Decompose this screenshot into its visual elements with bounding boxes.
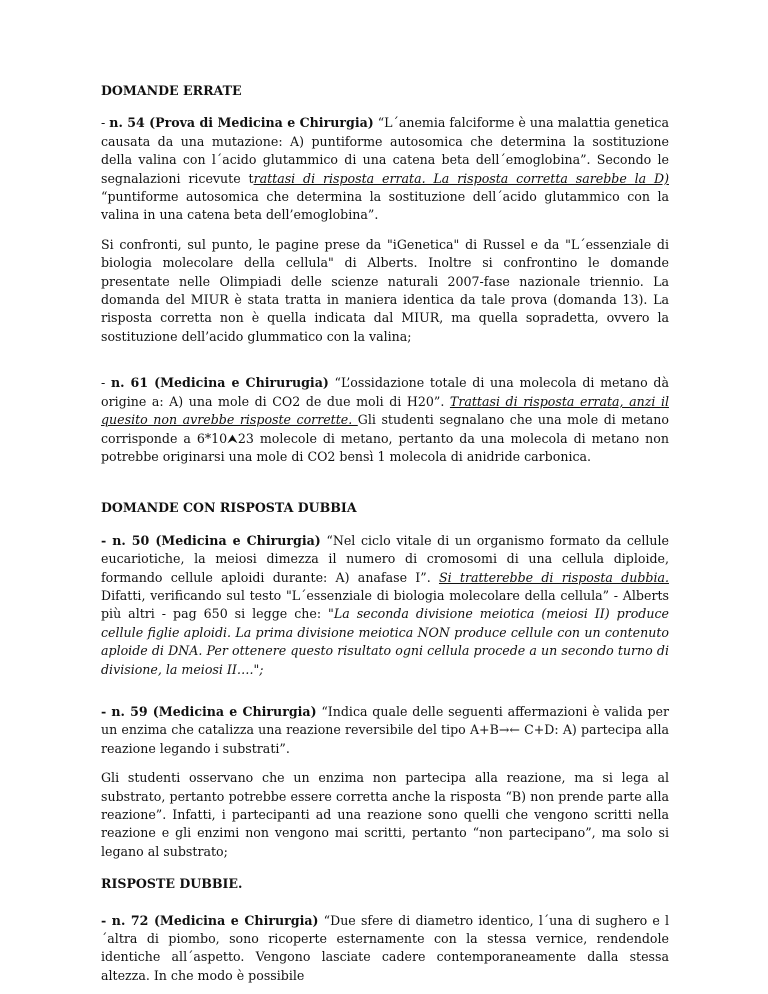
section-heading-errate: DOMANDE ERRATE (101, 83, 242, 98)
question-54-paragraph (101, 114, 669, 224)
question-72-paragraph (101, 912, 669, 986)
question-61-verdict: Trattasi di risposta errata, anzi il quesito non avrebbe risposte corrette. (101, 393, 669, 428)
question-54-verdict: rattasi di risposta errata. La risposta corretta sarebbe la D) (253, 170, 669, 186)
question-50-label: - n. 50 (Medicina e Chirurgia) (101, 532, 321, 548)
question-54-label: n. 54 (Prova di Medicina e Chirurgia) (109, 115, 374, 131)
section-heading-risposte: RISPOSTE DUBBIE. (101, 876, 243, 892)
question-59-label: - n. 59 (Medicina e Chirurgia) (101, 703, 317, 719)
question-50-paragraph (101, 532, 669, 679)
question-72-label: - n. 72 (Medicina e Chirurgia) (101, 912, 319, 928)
question-54-explanation: Si confronti, sul punto, le pagine prese da "iGenetica" di Russel e da "L´essenziale di biologia molecolare della cellula" di Alberts. Inoltre si confrontino le domande presentate nelle Olimpiadi delle scienze naturali 2007-fase nazionale triennio. La domanda del MIUR è stata tratta in maniera identica da tale prova (domanda 13). La risposta corretta non è quella indicata dal MIUR, ma quella sopradetta, ovvero la sostituzione dell’acido glummatico con la valina; (101, 236, 669, 344)
question-50-quote: “Nel ciclo vitale di un organismo formato da cellule eucariotiche, la meiosi dimezza il numero di cromosomi di una cellula diploide, formando cellule aploidi durante: A) anafase I”. (101, 532, 669, 585)
question-54-quote: “L´anemia falciforme è una malattia genetica causata da una mutazione: A) puntiforme autosomica che determina la sostituzione della valina con l´acido glutammico di una catena beta dell´emoglobina”. Secondo le segnalazioni ricevute t (101, 115, 669, 186)
question-72-quote: “Due sfere di diametro identico, l´una di sughero e l´altra di piombo, sono ricoperte esternamente con la stessa vernice, rendendole identiche all´aspetto. Vengono lasciate cadere contemporaneamente dalla stessa altezza. In che modo è possibile (101, 912, 669, 983)
question-54-rest: “puntiforme autosomica che determina la sostituzione dell´acido glutammico con la valina in una catena beta dell’emoglobina”. (101, 189, 669, 223)
question-50-verdict: Si tratterebbe di risposta dubbia. (438, 569, 669, 585)
question-50-rest: Difatti, verificando sul testo "L´essenziale di biologia molecolare della cellula” - Alberts più altri - pag 650 si legge che: (101, 587, 669, 622)
question-61-paragraph (101, 374, 669, 466)
question-61-rest: Gli studenti segnalano che una mole di metano corrisponde a 6*10⮝23 molecole di metano, pertanto da una molecola di metano non potrebbe originarsi una mole di CO2 bensì 1 molecola di anidride carbonica. (101, 412, 669, 464)
question-61-label: n. 61 (Medicina e Chirurugia) (110, 375, 329, 391)
question-59-quote: “Indica quale delle seguenti affermazioni è valida per un enzima che catalizza una reazione reversibile del tipo A+B→← C+D: A) partecipa alla reazione legando i substrati”. (101, 703, 669, 756)
question-50-citation: "La seconda divisione meiotica (meiosi II) produce cellule figlie aploidi. La prima divisione meiotica NON produce cellule con un contenuto aploide di DNA. Per ottenere questo risultato ogni cellula procede a un secondo turno di divisione, la meiosi II…."; (101, 606, 669, 677)
question-59-explanation: Gli studenti osservano che un enzima non partecipa alla reazione, ma si lega al substrato, pertanto potrebbe essere corretta anche la risposta “B) non prende parte alla reazione”. Infatti, i partecipanti ad una reazione sono quelli che vengono scritti nella reazione e gli enzimi non vengono mai scritti, pertanto “non partecipano”, ma solo si legano al substrato; (101, 770, 669, 859)
section-heading-dubbia: DOMANDE CON RISPOSTA DUBBIA (101, 500, 357, 516)
question-61-lead: - (101, 375, 111, 391)
question-61-quote: “L’ossidazione totale di una molecola di metano dà origine a: A) una mole di CO2 de due moli di H20”. (101, 375, 669, 409)
question-59-paragraph (101, 703, 669, 758)
question-54-lead: - (101, 115, 110, 131)
